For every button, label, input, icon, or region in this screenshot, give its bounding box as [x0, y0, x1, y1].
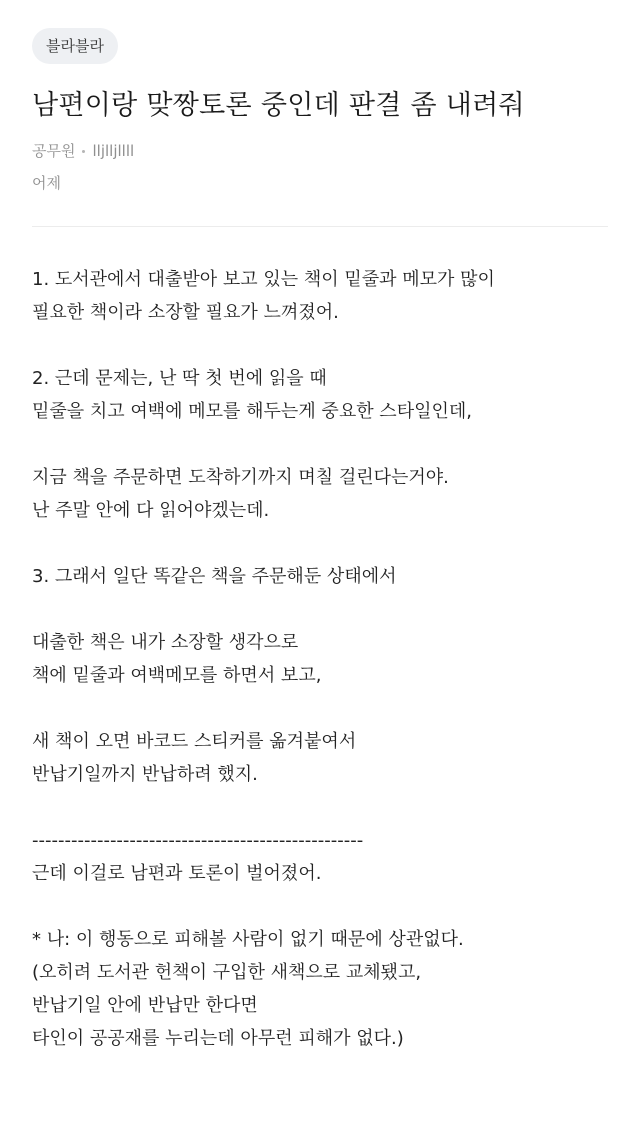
category-tag[interactable]: 블라블라 [32, 28, 118, 64]
paragraph-gap [32, 791, 608, 824]
paragraph-gap [32, 428, 608, 461]
paragraph-gap [32, 527, 608, 560]
author-meta [32, 140, 608, 162]
body-line: 난 주말 안에 다 읽어야겠는데. [32, 500, 270, 521]
post-body [32, 263, 608, 1055]
body-line: * 나: 이 행동으로 피해볼 사람이 없기 때문에 상관없다. [32, 929, 464, 950]
body-line: 반납기일까지 반납하려 했지. [32, 764, 258, 785]
paragraph-gap [32, 593, 608, 626]
body-line: 책에 밑줄과 여백메모를 하면서 보고, [32, 665, 322, 686]
author-nickname[interactable]: lljlljllll [92, 142, 135, 160]
divider [32, 226, 608, 227]
author-job: 공무원 [32, 142, 76, 160]
paragraph-gap [32, 692, 608, 725]
body-line: 필요한 책이라 소장할 필요가 느껴졌어. [32, 302, 339, 323]
paragraph-gap [32, 329, 608, 362]
body-line: 지금 책을 주문하면 도착하기까지 며칠 걸린다는거야. [32, 467, 449, 488]
paragraph-gap [32, 890, 608, 923]
body-line: 새 책이 오면 바코드 스티커를 옮겨붙여서 [32, 731, 357, 752]
post-title: 남편이랑 맞짱토론 중인데 판결 좀 내려줘 [32, 90, 525, 121]
separator-dot [82, 150, 85, 153]
body-line: 반납기일 안에 반납만 한다면 [32, 995, 258, 1016]
body-line: --------------------------------------------------- [32, 830, 364, 851]
body-line: 1. 도서관에서 대출받아 보고 있는 책이 밑줄과 메모가 많이 [32, 269, 495, 290]
post-date: 어제 [32, 174, 61, 192]
body-line: 근데 이걸로 남편과 토론이 벌어졌어. [32, 863, 322, 884]
body-line: (오히려 도서관 헌책이 구입한 새책으로 교체됐고, [32, 962, 422, 983]
body-line: 밑줄을 치고 여백에 메모를 해두는게 중요한 스타일인데, [32, 401, 472, 422]
body-line: 타인이 공공재를 누리는데 아무런 피해가 없다.) [32, 1028, 404, 1049]
body-line: 2. 근데 문제는, 난 딱 첫 번에 읽을 때 [32, 368, 327, 389]
body-line: 대출한 책은 내가 소장할 생각으로 [32, 632, 299, 653]
body-line: 3. 그래서 일단 똑같은 책을 주문해둔 상태에서 [32, 566, 397, 587]
